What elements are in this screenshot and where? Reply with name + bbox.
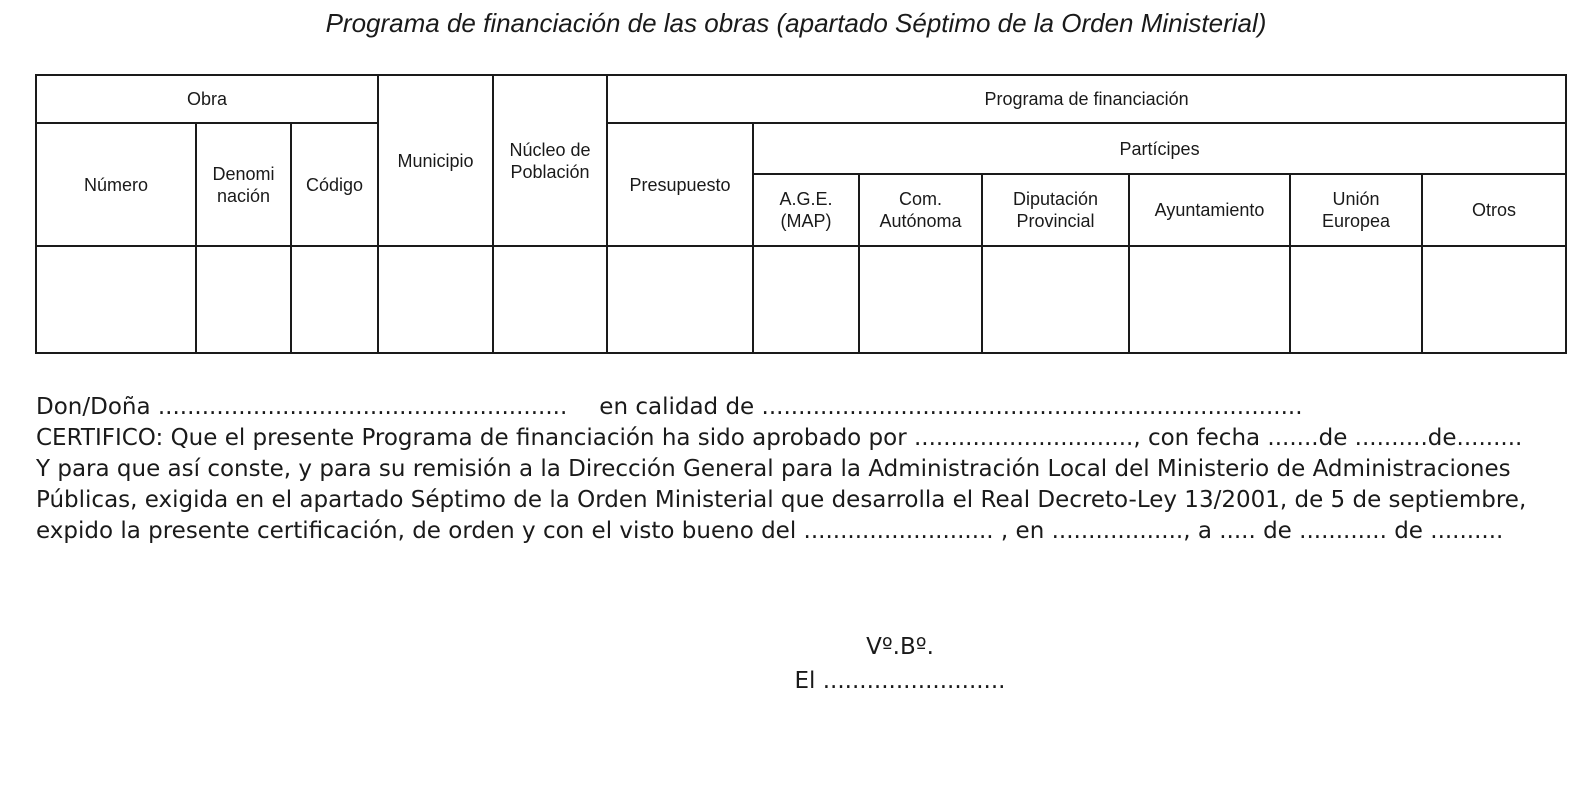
header-numero: Número [36,123,196,246]
header-diputacion-provincial: Diputación Provincial [982,174,1129,247]
header-obra: Obra [36,75,378,123]
line-conste: Y para que así conste, y para su remisión a la Dirección General para la Administración Local del Ministerio de Administraciones Públicas, exigida en el apartado Séptimo de la Orden Ministerial que desarrolla el Real Decreto-Ley 13/2001, de 5 de septiembre, expido la presente certificación, de orden y con el visto bueno del .......................... , en .................., a ..... de ............ de .......... [36,456,1527,544]
visto-bueno-label: Vº.Bº. [866,634,934,660]
header-nucleo-poblacion: Núcleo de Población [493,75,607,246]
certification-text [36,392,1576,547]
cell-presupuesto[interactable] [607,246,753,353]
line-certifico: CERTIFICO: Que el presente Programa de financiación ha sido aprobado por .............................., con fecha .......de ..........de......... [36,425,1523,451]
header-com-autonoma: Com. Autónoma [859,174,982,247]
don-dona-field[interactable]: Don/Doña ........................................................ [36,394,568,420]
cell-denominacion[interactable] [196,246,291,353]
cell-age[interactable] [753,246,859,353]
cell-otros[interactable] [1422,246,1566,353]
header-codigo: Código [291,123,378,246]
table-row [36,246,1566,353]
header-ayuntamiento: Ayuntamiento [1129,174,1290,247]
header-presupuesto: Presupuesto [607,123,753,246]
header-otros: Otros [1422,174,1566,247]
signature-el-field[interactable]: El ......................... [794,668,1006,694]
cell-union-europea[interactable] [1290,246,1422,353]
header-municipio: Municipio [378,75,493,246]
calidad-field[interactable]: en calidad de .......................................................................... [599,394,1303,420]
header-denominacion: Denomi nación [196,123,291,246]
financing-table [35,74,1567,354]
header-age-map: A.G.E. (MAP) [753,174,859,247]
cell-codigo[interactable] [291,246,378,353]
cell-municipio[interactable] [378,246,493,353]
form-title: Programa de financiación de las obras (apartado Séptimo de la Orden Ministerial) [325,8,1267,38]
cell-diputacion[interactable] [982,246,1129,353]
header-participes: Partícipes [753,123,1566,173]
line-don-dona [36,392,1576,423]
cell-nucleo[interactable] [493,246,607,353]
cell-numero[interactable] [36,246,196,353]
cell-com-autonoma[interactable] [859,246,982,353]
cell-ayuntamiento[interactable] [1129,246,1290,353]
header-programa-financiacion: Programa de financiación [607,75,1566,123]
header-union-europea: Unión Europea [1290,174,1422,247]
